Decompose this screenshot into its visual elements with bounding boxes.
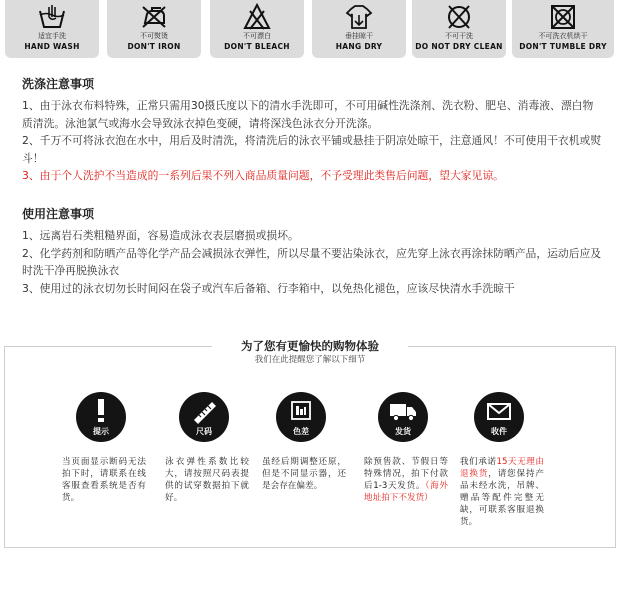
care-no-dry-clean [412, 0, 506, 58]
color-badge [276, 392, 326, 442]
hang-dry-icon [344, 3, 374, 31]
usage-item: 2、化学药剂和防晒产品等化学产品会减损泳衣弹性，所以尽量不要沾染泳衣，应先穿上泳衣再涂抹防晒产品，运动后应及时洗干净再脱换泳衣 [22, 246, 602, 277]
care-hang-dry [312, 0, 406, 58]
receive-label: 收件 [491, 427, 507, 436]
care-cn-label: 不可熨烫 [140, 32, 168, 40]
care-en-label: HAND WASH [24, 42, 80, 51]
truck-icon [389, 398, 417, 424]
care-en-label: HANG DRY [335, 42, 383, 51]
color-label: 色差 [293, 427, 309, 436]
washing-item: 1、由于泳衣布料特殊，正常只需用30摄氏度以下的清水手洗即可，不可用碱性洗涤剂、洗衣粉、肥皂、消毒液、漂白物质清洗。泳池氯气或海水会导致泳衣掉色变硬，请将深浅色泳衣分开洗涤。 [22, 99, 594, 130]
no-dry-clean-icon [444, 3, 474, 31]
receive-badge [474, 392, 524, 442]
size-label: 尺码 [196, 427, 212, 436]
size-badge [179, 392, 229, 442]
envelope-icon [485, 398, 513, 424]
care-cn-label: 不可漂白 [243, 32, 271, 40]
palette-icon [287, 398, 315, 424]
experience-subtitle: 我们在此提醒您了解以下细节 [254, 355, 366, 365]
usage-item: 3、使用过的泳衣切勿长时间闷在袋子或汽车后备箱、行李箱中，以免热化褪色，应该尽快清水手洗晾干 [22, 281, 515, 295]
shipping-badge [378, 392, 428, 442]
usage-title: 使用注意事项 [22, 207, 95, 221]
hand-wash-icon [37, 3, 67, 31]
care-no-iron [107, 0, 201, 58]
receive-text-end: ，请您保持产品未经水洗，吊牌、赠品等配件完整无缺，可联系客服退换货。 [460, 469, 544, 527]
shipping-text [364, 456, 448, 504]
care-cn-label: 适宜手洗 [38, 32, 66, 40]
shipping-text-main: 除预售款、节假日等特殊情况，拍下付款后1-3天发货。 [364, 457, 448, 491]
usage-section [22, 206, 602, 297]
washing-section [22, 76, 602, 185]
care-en-label: DO NOT DRY CLEAN [415, 42, 503, 51]
experience-title: 为了您有更愉快的购物体验 [241, 339, 379, 353]
washing-item: 2、千万不可将泳衣泡在水中，用后及时清洗，将清洗后的泳衣平铺或悬挂于阴凉处晾干，注意通风！不可使用干衣机或熨斗！ [22, 134, 602, 165]
shipping-label: 发货 [395, 427, 411, 436]
care-cn-label: 不可洗衣机烘干 [538, 32, 588, 40]
no-tumble-dry-icon [548, 3, 578, 31]
care-label-row [0, 0, 620, 62]
care-hand-wash [5, 0, 99, 58]
tip-text: 当页面显示断码无法拍下时，请联系在线客服查看系统是否有货。 [62, 457, 146, 503]
care-en-label: DON'T IRON [127, 42, 181, 51]
receive-text [460, 456, 544, 528]
size-text: 泳衣弹性系数比较大，请按照尺码表提供的试穿数据拍下就好。 [165, 457, 249, 503]
exclamation-icon [87, 398, 115, 424]
shipping-text-warning: （海外地址拍下不发货） [364, 481, 448, 503]
care-en-label: DON'T TUMBLE DRY [519, 42, 607, 51]
tip-label: 提示 [93, 427, 109, 436]
receive-text-start: 我们承诺 [460, 457, 497, 467]
tip-badge [76, 392, 126, 442]
ruler-icon [190, 398, 218, 424]
receive-text-highlight: 15天无理由退换货 [460, 457, 544, 479]
usage-item: 1、远离岩石类粗糙界面，容易造成泳衣表层磨损或损坏。 [22, 229, 299, 242]
care-cn-label: 不可干洗 [445, 32, 473, 40]
color-text: 虽经后期调整还原，但是不同显示器，还是会存在偏差。 [262, 457, 346, 491]
care-no-bleach [210, 0, 304, 58]
washing-warning: 3、由于个人洗护不当造成的一系列后果不列入商品质量问题，不予受理此类售后问题，望大家见谅。 [22, 169, 504, 182]
no-iron-icon [139, 3, 169, 31]
care-en-label: DON'T BLEACH [224, 42, 290, 51]
washing-title: 洗涤注意事项 [22, 77, 95, 91]
care-no-tumble-dry [512, 0, 614, 58]
care-cn-label: 垂挂晾干 [345, 32, 373, 40]
no-bleach-icon [242, 3, 272, 31]
